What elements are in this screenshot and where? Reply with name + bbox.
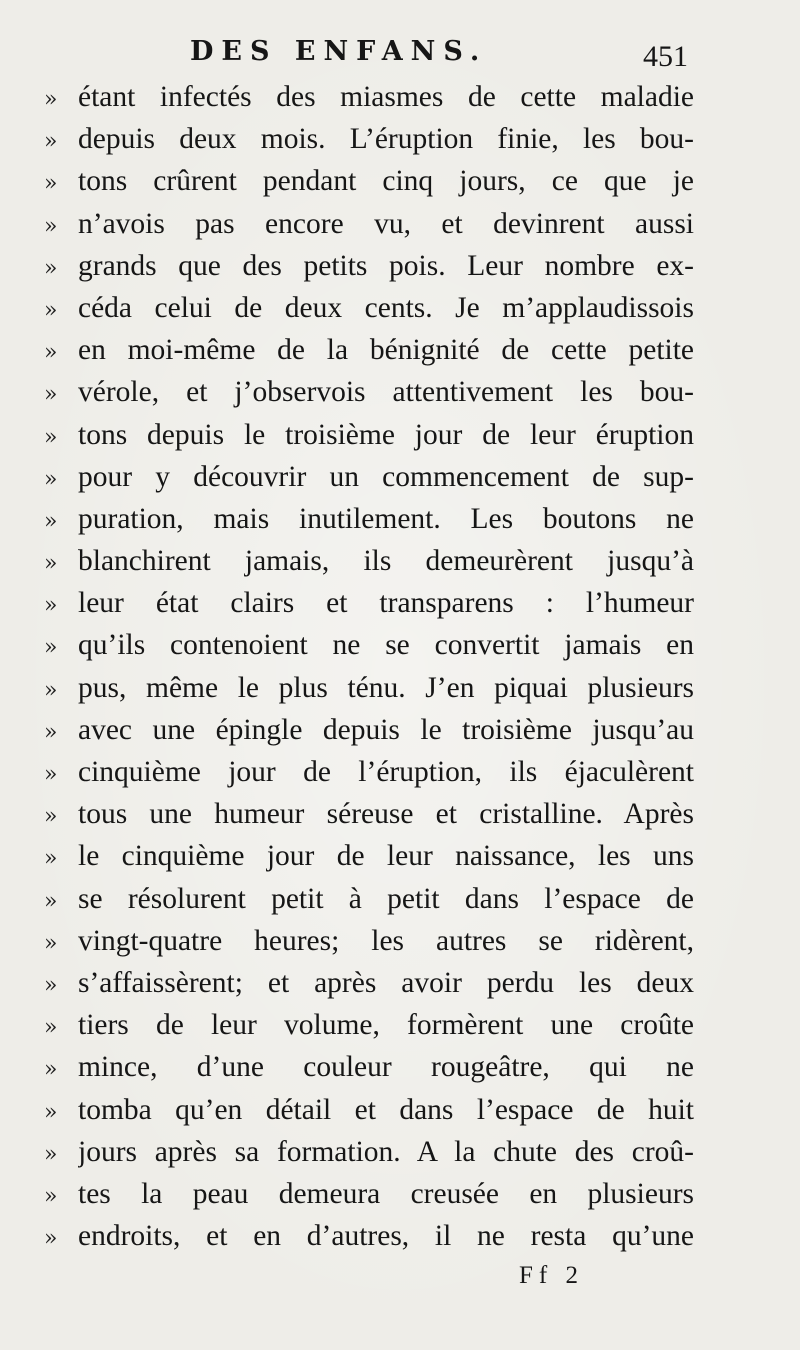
line-text: vérole, et j’observois attentivement les bou-	[78, 376, 694, 409]
quotation-mark: »	[44, 297, 58, 323]
text-line	[44, 287, 694, 329]
text-line	[44, 160, 694, 202]
quotation-mark: »	[44, 340, 58, 366]
text-line	[44, 329, 694, 371]
line-text: étant infectés des miasmes de cette maladie	[78, 81, 694, 113]
quotation-mark: »	[44, 1141, 58, 1167]
quotation-mark: »	[44, 1183, 58, 1209]
line-text: le cinquième jour de leur naissance, les uns	[78, 840, 694, 873]
line-text: tiers de leur volume, formèrent une croûte	[78, 1009, 694, 1042]
quotation-mark: »	[44, 508, 58, 534]
quotation-mark: »	[44, 888, 58, 914]
text-line	[44, 667, 694, 709]
quotation-mark: »	[44, 930, 58, 956]
text-line	[44, 751, 694, 793]
quotation-mark: »	[44, 1015, 58, 1041]
text-line	[44, 962, 694, 1004]
text-line	[44, 582, 694, 624]
line-text: jours après sa formation. A la chute des croû-	[78, 1135, 694, 1168]
text-line	[44, 1004, 694, 1046]
quotation-mark: »	[44, 593, 58, 619]
line-text: tes la peau demeura creusée en plusieurs	[78, 1177, 694, 1210]
quotation-mark: »	[44, 762, 58, 787]
text-line	[44, 371, 694, 413]
line-text: se résolurent petit à petit dans l’espace de	[78, 882, 694, 915]
text-line	[44, 1089, 694, 1131]
text-line	[44, 540, 694, 582]
line-text: tons depuis le troisième jour de leur éruption	[78, 418, 694, 451]
line-text: tons crûrent pendant cinq jours, ce que je	[78, 165, 694, 198]
quotation-mark: »	[44, 719, 58, 745]
quotation-mark: »	[44, 382, 58, 408]
quotation-mark: »	[44, 804, 58, 830]
line-text: pus, même le plus ténu. J’en piquai plusieurs	[78, 671, 694, 704]
quotation-mark: »	[44, 846, 58, 872]
quotation-mark: »	[44, 255, 58, 281]
line-text: cinquième jour de l’éruption, ils éjaculèrent	[78, 756, 694, 788]
running-head: DES ENFANS.	[190, 36, 488, 67]
line-text: tomba qu’en détail et dans l’espace de huit	[78, 1093, 694, 1126]
text-line	[44, 498, 694, 540]
line-text: mince, d’une couleur rougeâtre, qui ne	[78, 1051, 694, 1084]
quotation-mark: »	[44, 1226, 58, 1252]
text-line	[44, 414, 694, 456]
line-text: n’avois pas encore vu, et devinrent aussi	[78, 207, 694, 240]
text-line	[44, 709, 694, 751]
quotation-mark: »	[44, 466, 58, 492]
page-number: 451	[643, 40, 688, 73]
line-text: grands que des petits pois. Leur nombre ex-	[78, 249, 694, 282]
line-text: puration, mais inutilement. Les boutons ne	[78, 502, 694, 535]
text-line	[44, 203, 694, 245]
text-line	[44, 624, 694, 666]
line-text: tous une humeur séreuse et cristalline. Après	[78, 798, 694, 831]
line-text: vingt-quatre heures; les autres se ridèrent,	[78, 924, 694, 957]
quotation-mark: »	[44, 424, 58, 450]
line-text: blanchirent jamais, ils demeurèrent jusqu’à	[78, 545, 694, 578]
signature-mark: Ff 2	[519, 1262, 584, 1289]
line-text: céda celui de deux cents. Je m’applaudissois	[78, 291, 694, 324]
text-line	[44, 1215, 694, 1257]
text-line	[44, 118, 694, 160]
text-line	[44, 1046, 694, 1088]
quotation-mark: »	[44, 551, 58, 577]
line-text: leur état clairs et transparens : l’humeur	[78, 587, 694, 620]
quotation-mark: »	[44, 129, 58, 155]
text-line	[44, 835, 694, 877]
quotation-mark: »	[44, 1057, 58, 1083]
quotation-mark: »	[44, 1099, 58, 1125]
text-line	[44, 793, 694, 835]
text-line	[44, 456, 694, 498]
quotation-mark: »	[44, 635, 58, 661]
text-line	[44, 245, 694, 287]
text-line	[44, 76, 694, 118]
quotation-mark: »	[44, 171, 58, 197]
line-text: depuis deux mois. L’éruption finie, les bou-	[78, 123, 694, 156]
text-line	[44, 920, 694, 962]
quotation-mark: »	[44, 677, 58, 703]
line-text: endroits, et en d’autres, il ne resta qu’une	[78, 1220, 694, 1253]
quotation-mark: »	[44, 213, 58, 239]
text-line	[44, 1131, 694, 1173]
line-text: avec une épingle depuis le troisième jusqu’au	[78, 713, 694, 746]
quotation-mark: »	[44, 87, 58, 112]
body-text	[44, 76, 694, 1257]
line-text: qu’ils contenoient ne se convertit jamais en	[78, 629, 694, 662]
line-text: s’affaissèrent; et après avoir perdu les deux	[78, 966, 694, 999]
text-line	[44, 878, 694, 920]
text-line	[44, 1173, 694, 1215]
line-text: en moi-même de la bénignité de cette petite	[78, 334, 694, 367]
line-text: pour y découvrir un commencement de sup-	[78, 460, 694, 493]
quotation-mark: »	[44, 972, 58, 998]
